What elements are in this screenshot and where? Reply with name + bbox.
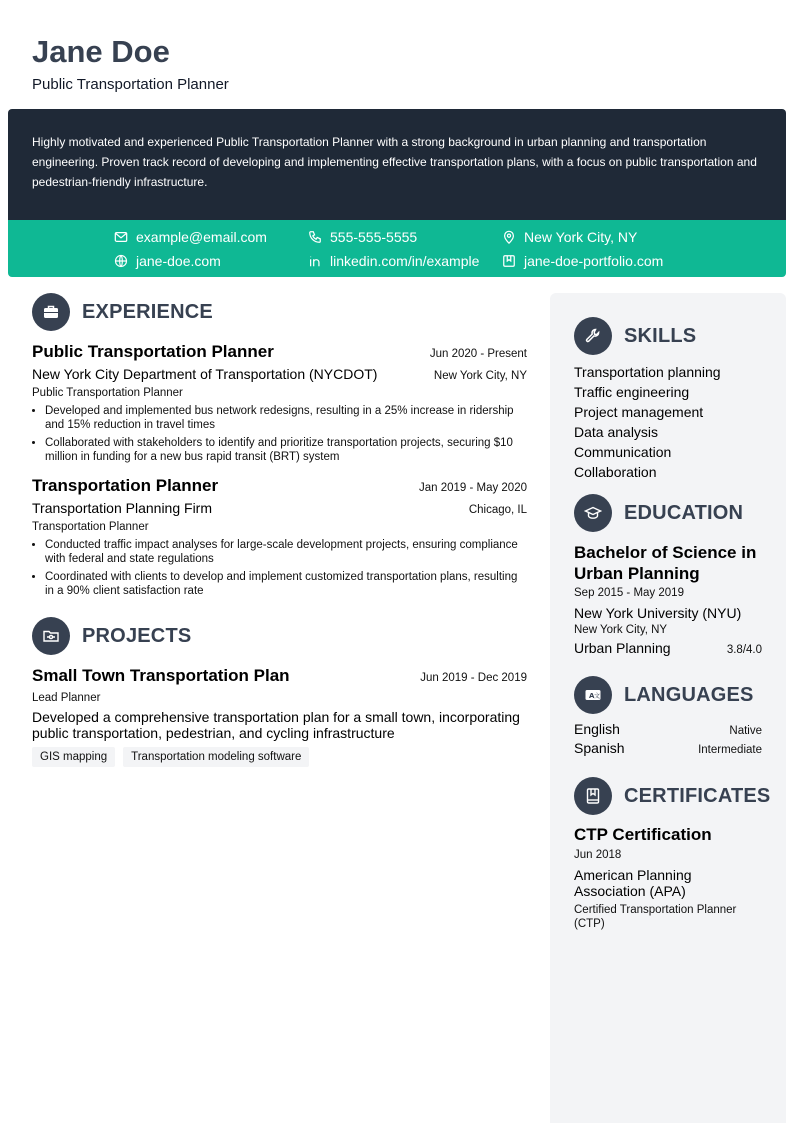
job-position: Transportation Planner (32, 521, 149, 533)
candidate-role: Public Transportation Planner (32, 76, 229, 93)
linkedin-icon (308, 254, 322, 268)
job-bullet: • Conducted traffic impact analyses for large-scale development projects, ensuring compliance with federal and state regulations (45, 538, 527, 566)
skill-item: Communication (574, 444, 672, 460)
language-name: English (574, 721, 620, 737)
job-entry (32, 341, 527, 464)
language-row (574, 720, 762, 739)
folder-icon (32, 617, 70, 655)
skill-item: Transportation planning (574, 364, 721, 380)
project-role: Lead Planner (32, 692, 101, 704)
project-description: Developed a comprehensive transportation plan for a small town, incorporating public transportation, pedestrian, and cycling infrastructure (32, 709, 520, 741)
job-location: Chicago, IL (468, 504, 527, 516)
job-bullet: • Collaborated with stakeholders to identify and prioritize transportation projects, securing $10 million in funding for a new bus rapid transit (BRT) system (45, 436, 527, 464)
certificate-issuer: American Planning Association (APA) (574, 867, 692, 899)
language-level: Native (729, 725, 762, 737)
education-field: Urban Planning (574, 640, 671, 656)
projects-title: PROJECTS (82, 624, 192, 647)
translate-icon (574, 676, 612, 714)
candidate-name: Jane Doe (32, 34, 170, 69)
linkedin-text: linkedin.com/in/example (330, 253, 480, 269)
job-location: New York City, NY (433, 370, 527, 382)
project-tag: Transportation modeling software (123, 747, 309, 767)
job-bullet: • Coordinated with clients to develop and implement customized transportation plans, resulting in a 90% client satisfaction rate (45, 570, 527, 598)
education-title: EDUCATION (624, 501, 744, 524)
graduation-cap-icon (574, 494, 612, 532)
skill-item: Traffic engineering (574, 384, 690, 400)
education-location: New York City, NY (574, 624, 668, 636)
education-school: New York University (NYU) (574, 605, 742, 621)
wrench-icon (574, 317, 612, 355)
project-tag: GIS mapping (32, 747, 115, 767)
website-text: jane-doe.com (136, 253, 221, 269)
job-title: Transportation Planner (32, 476, 219, 495)
job-bullets (32, 538, 527, 598)
skills-heading (574, 317, 762, 355)
map-pin-icon (502, 230, 516, 244)
mail-icon (114, 230, 128, 244)
email-text: example@email.com (136, 229, 267, 245)
certificates-title: CERTIFICATES (624, 784, 771, 807)
contact-location (502, 227, 637, 247)
education-date: Sep 2015 - May 2019 (574, 587, 684, 599)
contact-email[interactable] (114, 227, 267, 247)
project-tags (32, 747, 527, 767)
job-date: Jun 2020 - Present (429, 348, 527, 360)
portfolio-icon (502, 254, 516, 268)
skills-list (574, 362, 762, 482)
summary-text: Highly motivated and experienced Public Transportation Planner with a strong background in urban planning and transportation engineering. Proven track record of developing and implementing effective transportation plans, with a focus on public transportation and pedestrian-friendly infrastructure. (32, 135, 757, 189)
book-icon (574, 777, 612, 815)
skill-item: Data analysis (574, 424, 659, 440)
project-title: Small Town Transportation Plan (32, 666, 290, 685)
contact-portfolio[interactable] (502, 251, 663, 271)
contact-website[interactable] (114, 251, 221, 271)
job-company: New York City Department of Transportation (NYCDOT) (32, 366, 378, 382)
resume-header (32, 34, 229, 93)
portfolio-text: jane-doe-portfolio.com (524, 253, 664, 269)
phone-text: 555-555-5555 (330, 229, 418, 245)
project-date: Jun 2019 - Dec 2019 (420, 672, 527, 684)
education-heading (574, 494, 762, 532)
location-text: New York City, NY (524, 229, 638, 245)
languages-list (574, 720, 762, 758)
certificate-date: Jun 2018 (574, 849, 622, 861)
language-name: Spanish (574, 740, 625, 756)
education-gpa: 3.8/4.0 (726, 644, 762, 656)
languages-heading (574, 676, 762, 714)
job-bullets (32, 404, 527, 464)
project-entry (32, 665, 527, 767)
svg-text:A: A (589, 692, 595, 700)
sidebar (550, 293, 786, 1123)
languages-title: LANGUAGES (624, 683, 754, 706)
job-company: Transportation Planning Firm (32, 500, 213, 516)
job-bullet: • Developed and implemented bus network redesigns, resulting in a 25% increase in ridership and 15% reduction in travel times (45, 404, 527, 432)
globe-icon (114, 254, 128, 268)
skills-title: SKILLS (624, 324, 697, 347)
job-title: Public Transportation Planner (32, 342, 274, 361)
experience-title: EXPERIENCE (82, 300, 213, 323)
education-degree: Bachelor of Science in Urban Planning (574, 543, 757, 583)
main-column (32, 293, 527, 767)
certificate-description: Certified Transportation Planner (CTP) (574, 904, 737, 930)
job-date: Jan 2019 - May 2020 (418, 482, 527, 494)
language-level: Intermediate (698, 744, 762, 756)
skill-item: Collaboration (574, 464, 657, 480)
contact-bar (8, 220, 786, 277)
svg-text:文: 文 (594, 693, 601, 700)
summary-panel (8, 109, 786, 221)
contact-linkedin[interactable] (308, 251, 479, 271)
certificate-name: CTP Certification (574, 825, 712, 844)
language-row (574, 739, 762, 758)
skill-item: Project management (574, 404, 704, 420)
education-field-row (574, 639, 762, 658)
briefcase-icon (32, 293, 70, 331)
projects-heading (32, 617, 527, 655)
experience-heading (32, 293, 527, 331)
job-position: Public Transportation Planner (32, 387, 183, 399)
phone-icon (308, 230, 322, 244)
certificates-heading (574, 777, 771, 815)
contact-phone[interactable] (308, 227, 417, 247)
job-entry (32, 475, 527, 598)
